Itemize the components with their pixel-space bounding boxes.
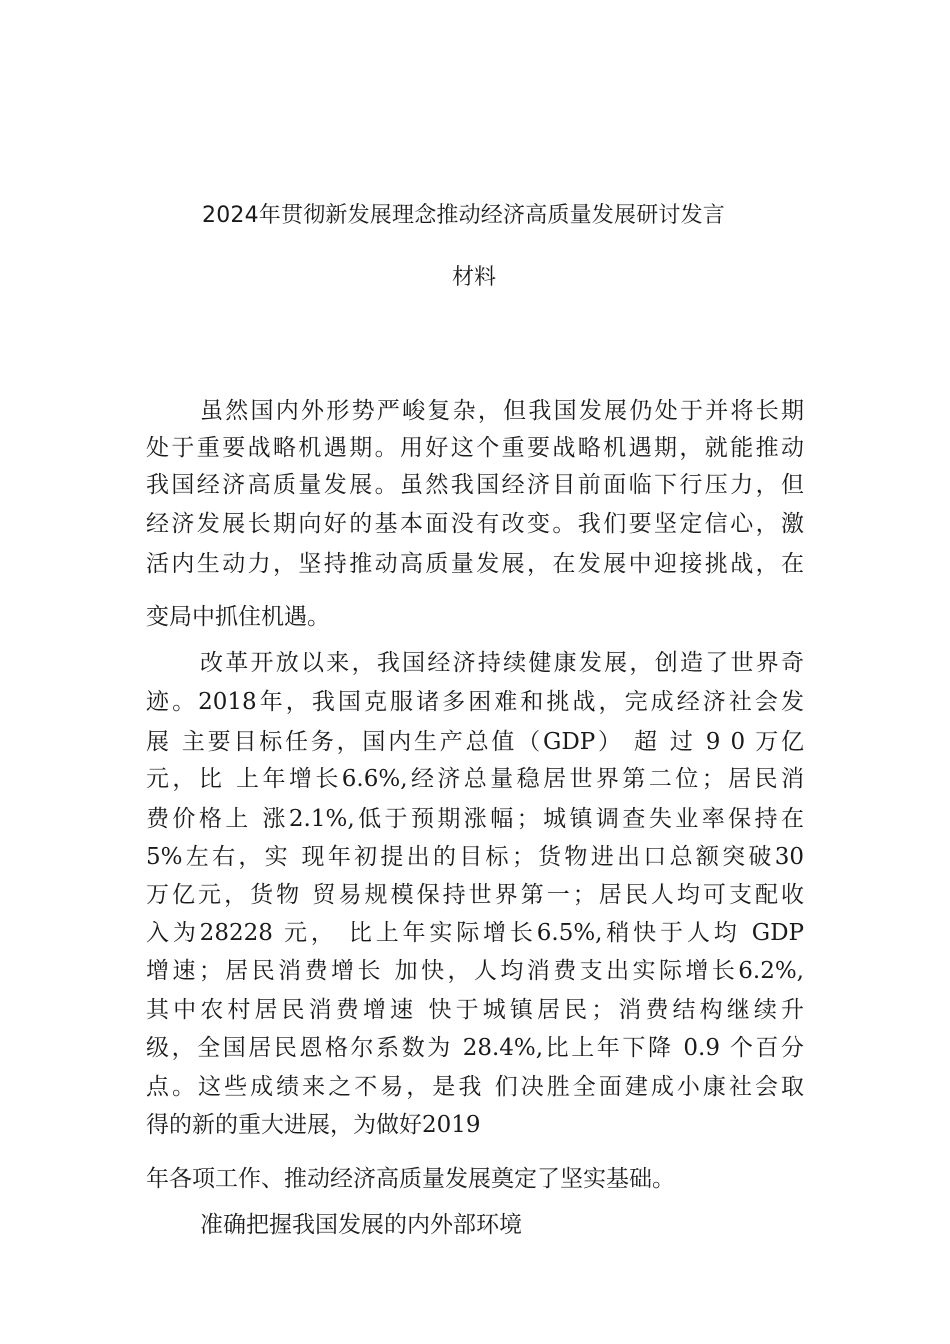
paragraph-2-line-6: 5%左右，实 现年初提出的目标；货物进出口总额突破30 — [146, 844, 804, 870]
paragraph-2-line-11: 级，全国居民恩格尔系数为 28.4%,比上年下降 0.9 个百分 — [146, 1035, 804, 1061]
paragraph-1-line-1: 虽然国内外形势严峻复杂，但我国发展仍处于并将长期 — [200, 398, 804, 424]
paragraph-2-line-3: 展 主要目标任务，国内生产总值（GDP） 超 过 9 0 万亿 — [146, 729, 804, 755]
paragraph-2-line-8: 入为28228 元， 比上年实际增长6.5%,稍快于人均 GDP — [146, 920, 804, 946]
paragraph-1-line-6: 变局中抓住机遇。 — [146, 604, 330, 630]
paragraph-1-line-3: 我国经济高质量发展。虽然我国经济目前面临下行压力，但 — [146, 472, 804, 498]
paragraph-2-line-5: 费价格上 涨2.1%,低于预期涨幅；城镇调查失业率保持在 — [146, 806, 804, 832]
paragraph-2-line-1: 改革开放以来，我国经济持续健康发展，创造了世界奇 — [200, 650, 804, 676]
paragraph-1-line-2: 处于重要战略机遇期。用好这个重要战略机遇期，就能推动 — [146, 435, 804, 461]
paragraph-2-line-14: 年各项工作、推动经济高质量发展奠定了坚实基础。 — [146, 1166, 675, 1192]
document-title-line-1: 2024年贯彻新发展理念推动经济高质量发展研讨发言 — [202, 203, 725, 228]
paragraph-2-line-10: 其中农村居民消费增速 快于城镇居民；消费结构继续升 — [146, 997, 804, 1023]
paragraph-2-line-4: 元，比 上年增长6.6%,经济总量稳居世界第二位；居民消 — [146, 766, 804, 792]
paragraph-2-line-2: 迹。2018年，我国克服诸多困难和挑战，完成经济社会发 — [146, 689, 804, 715]
paragraph-2-line-12: 点。这些成绩来之不易，是我 们决胜全面建成小康社会取 — [146, 1074, 804, 1100]
paragraph-2-line-7: 万亿元，货物 贸易规模保持世界第一；居民人均可支配收 — [146, 882, 804, 908]
paragraph-1-line-5: 活内生动力，坚持推动高质量发展，在发展中迎接挑战，在 — [146, 551, 804, 577]
paragraph-2-line-9: 增速；居民消费增长 加快，人均消费支出实际增长6.2%, — [146, 958, 804, 984]
document-title-line-2: 材料 — [452, 265, 497, 290]
paragraph-2-line-13: 得的新的重大进展，为做好2019 — [146, 1112, 481, 1138]
paragraph-1-line-4: 经济发展长期向好的基本面没有改变。我们要坚定信心，激 — [146, 511, 804, 537]
paragraph-3-line-1: 准确把握我国发展的内外部环境 — [200, 1212, 522, 1238]
